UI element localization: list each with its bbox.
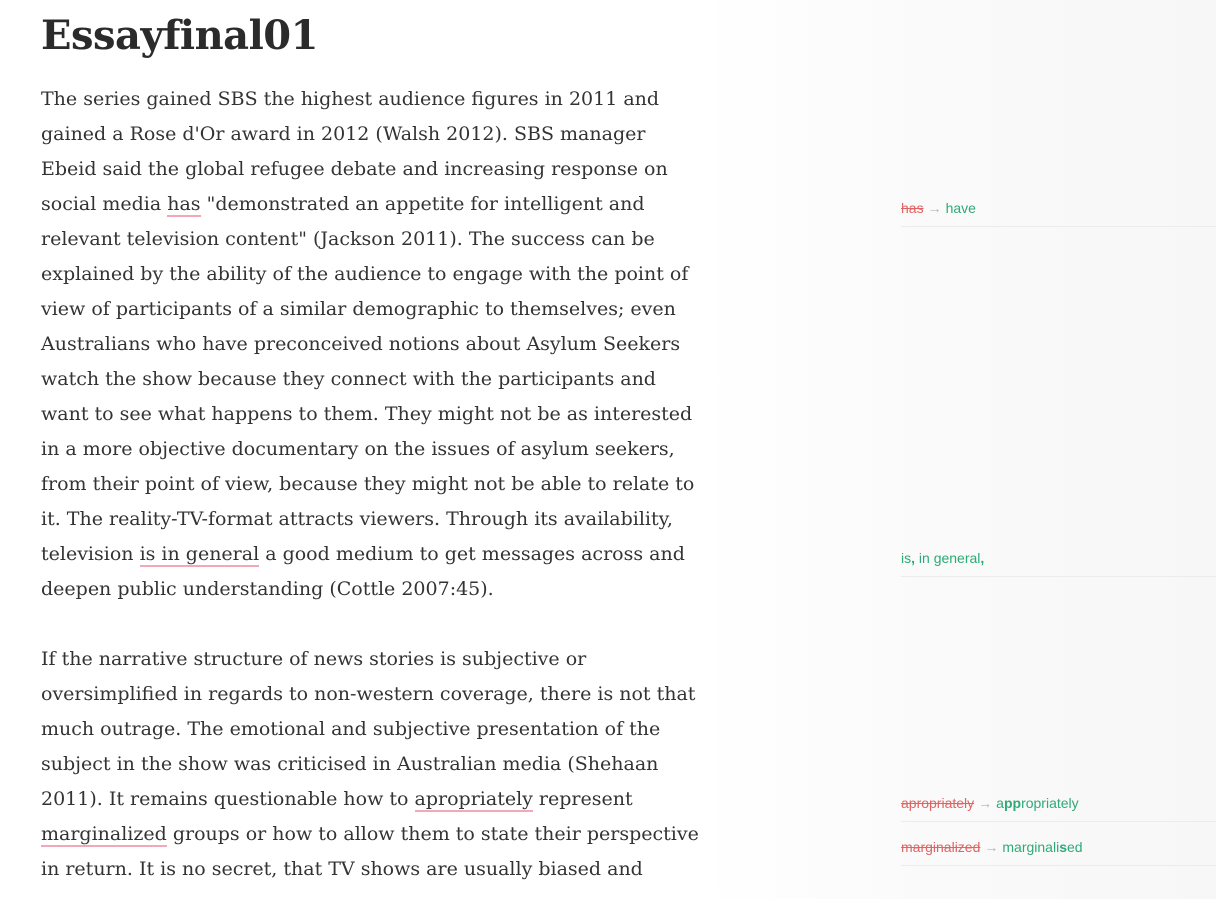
text-run: The series gained SBS the highest audience figures in 2011 and gained a Rose d'Or award in 2012 (Walsh 2012). SBS manager Ebeid said the global refugee debate and increasing response on social media bbox=[41, 88, 668, 215]
suggestion-added-text[interactable] bbox=[901, 550, 984, 566]
suggestion-text-part: in general bbox=[915, 550, 981, 566]
document-editor[interactable] bbox=[41, 82, 706, 887]
text-run: a good medium to get messages across and deepen public understanding (Cottle 2007:45). bbox=[41, 543, 685, 600]
paragraph-1[interactable] bbox=[41, 82, 706, 607]
suggestion-removed-text: marginalized bbox=[901, 839, 981, 855]
paragraph-2[interactable] bbox=[41, 642, 706, 887]
arrow-right-icon: → bbox=[927, 200, 942, 216]
suggestion-inserted-comma: , bbox=[980, 550, 985, 566]
suggestion-changed-letters: s bbox=[1059, 839, 1067, 855]
suggestion-text-part: a bbox=[996, 795, 1004, 811]
arrow-right-icon: → bbox=[978, 795, 993, 811]
suggestion-text-part: ed bbox=[1066, 839, 1083, 855]
flagged-word-has[interactable]: has bbox=[167, 193, 201, 215]
suggestion-card-apropriately[interactable] bbox=[901, 793, 1216, 822]
text-run: represent bbox=[532, 788, 633, 810]
suggestion-inserted-comma: , bbox=[911, 550, 916, 566]
suggestion-text-part: ropriately bbox=[1021, 795, 1079, 811]
suggestion-added-text[interactable] bbox=[1002, 839, 1082, 855]
text-run: "demonstrated an appetite for intelligent and relevant television content" (Jackson 2011). The success can be explained by the ability of the audience to engage with the point of view of participants of a similar demographic to themselves; even Australians who have preconceived notions about Asylum Seekers watch the show because they connect with the participants and want to see what happens to them. They might not be as interested in a more objective documentary on the issues of asylum seekers, from their point of view, because they might not be able to relate to it. The reality-TV-format attracts viewers. Through its availability, television bbox=[41, 193, 695, 565]
suggestion-added-text[interactable]: have bbox=[945, 200, 976, 216]
suggestion-added-text[interactable] bbox=[996, 795, 1079, 811]
suggestion-removed-text: has bbox=[901, 200, 924, 216]
suggestion-removed-text: apropriately bbox=[901, 795, 975, 811]
suggestion-card-has[interactable] bbox=[901, 198, 1216, 227]
suggestion-text-part: is bbox=[901, 550, 912, 566]
suggestions-panel bbox=[700, 0, 1216, 899]
flagged-word-apropriately[interactable]: apropriately bbox=[414, 788, 533, 810]
text-run: groups or how to allow them to state their perspective in return. It is no secret, that TV shows are usually biased and bbox=[41, 823, 699, 880]
flagged-phrase-is-in-general[interactable]: is in general bbox=[139, 543, 260, 565]
flagged-word-marginalized[interactable]: marginalized bbox=[41, 823, 167, 845]
document-title[interactable]: Essayfinal01 bbox=[41, 12, 318, 59]
suggestion-text-part: marginali bbox=[1002, 839, 1060, 855]
suggestion-card-in-general[interactable] bbox=[901, 548, 1216, 577]
arrow-right-icon: → bbox=[984, 839, 999, 855]
text-run: If the narrative structure of news stories is subjective or oversimplified in regards to non-western coverage, there is not that much outrage. The emotional and subjective presentation of the subject in the show was criticised in Australian media (Shehaan 2011). It remains questionable how to bbox=[41, 648, 696, 810]
suggestion-card-marginalized[interactable] bbox=[901, 837, 1216, 866]
suggestion-changed-letters: pp bbox=[1003, 795, 1022, 811]
